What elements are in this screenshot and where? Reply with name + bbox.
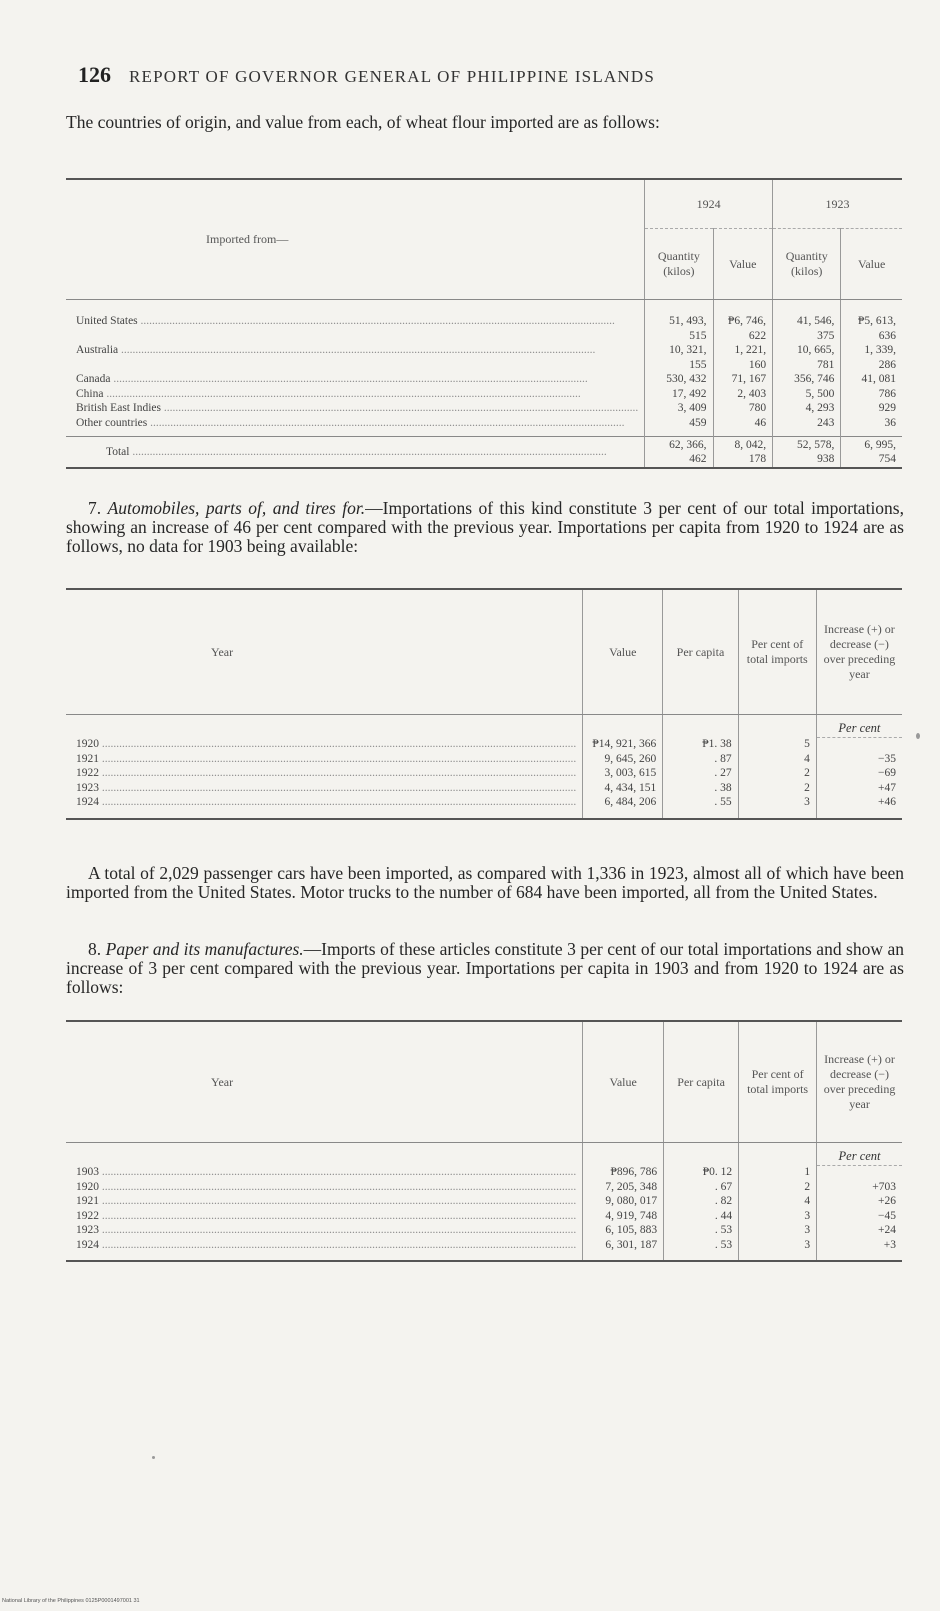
col-imported-from: Imported from—: [66, 179, 645, 300]
table-row: 1924 ..... 6, 301, 187 . 53 3 +3: [66, 1238, 902, 1262]
table-row: 1920 ..... 7, 205, 348 . 67 2 +703: [66, 1180, 902, 1195]
table-row: 1922 ..... 4, 919, 748 . 44 3 −45: [66, 1209, 902, 1224]
section-7-paragraph: [66, 499, 904, 556]
col-year-1924: 1924: [645, 179, 773, 229]
table-row: 1903 ..... ₱896, 786 ₱0. 12 1: [66, 1165, 902, 1180]
col-year-1923: 1923: [773, 179, 902, 229]
table-row: Other countries ..... 459 46 243 36: [66, 416, 902, 437]
table-row-total: Total ..... 62, 366, 462 8, 042, 178 52, 578, 938 6, 995, 754: [66, 437, 902, 469]
page-number: 126: [78, 62, 111, 87]
print-speck: [916, 733, 920, 739]
scan-footer: National Library of the Philippines 0125P0001497001 31: [2, 1598, 140, 1604]
col-increase-decrease: Increase (+) or decrease (−) over preceding year: [817, 1021, 902, 1143]
table-row: 1923 ..... 6, 105, 883 . 53 3 +24: [66, 1223, 902, 1238]
section-7-heading: Automobiles, parts of, and tires for.: [107, 498, 366, 518]
flour-intro: The countries of origin, and value from each, of wheat flour imported are as follows:: [66, 112, 660, 132]
col-increase-decrease: Increase (+) or decrease (−) over preceding year: [816, 589, 902, 715]
col-value-1923: Value: [841, 229, 902, 300]
table-row: 1921 ..... 9, 645, 260 . 87 4 −35: [66, 752, 902, 767]
col-per-cent-of-total: Per cent of total imports: [738, 589, 816, 715]
running-title: REPORT OF GOVERNOR GENERAL OF PHILIPPINE ISLANDS: [129, 67, 656, 86]
col-per-capita: Per capita: [664, 1021, 739, 1143]
section-8-number: 8.: [88, 939, 102, 959]
col-per-cent-of-total: Per cent of total imports: [739, 1021, 817, 1143]
table-row: 1923 ..... 4, 434, 151 . 38 2 +47: [66, 781, 902, 796]
col-year: Year: [66, 1021, 583, 1143]
col-quantity-1923: Quantity (kilos): [773, 229, 841, 300]
table-row: Australia ..... 10, 321, 155 1, 221, 160 10, 665, 781 1, 339, 286: [66, 343, 902, 372]
section-7-text: —Importations of this kind constitute 3 per cent of our total importations, showing an increase of 46 per cent compared with the previous year. Importations per capita from 1920 to 1924 are as follows, no data for 1903 being available:: [66, 498, 904, 556]
section-7-number: 7.: [88, 498, 102, 518]
print-speck: [152, 1456, 155, 1459]
page-header: [78, 62, 655, 88]
table-row: 1920 ..... ₱14, 921, 366 ₱1. 38 5: [66, 737, 902, 752]
passenger-cars-paragraph: A total of 2,029 passenger cars have been imported, as compared with 1,336 in 1923, almost all of which have been imported from the United States. Motor trucks to the number of 684 have been imported, all from the United States.: [66, 863, 904, 902]
col-value-1924: Value: [713, 229, 773, 300]
unit-per-cent: Per cent: [838, 1149, 881, 1163]
table-row: China ..... 17, 492 2, 403 5, 500 786: [66, 387, 902, 402]
col-quantity-1924: Quantity (kilos): [645, 229, 713, 300]
col-year: Year: [66, 589, 583, 715]
col-value: Value: [583, 589, 663, 715]
flour-table: [66, 178, 902, 469]
section-8-text: —Imports of these articles constitute 3 per cent of our total importations and show an increase of 3 per cent compared with the previous year. Importations per capita in 1903 and from 1920 to 1924 are as follows:: [66, 939, 905, 997]
paper-table: [66, 1020, 902, 1262]
col-per-capita: Per capita: [663, 589, 738, 715]
table-row: 1924 ..... 6, 484, 206 . 55 3 +46: [66, 795, 902, 819]
table-row: United States ..... 51, 493, 515 ₱6, 746, 622 41, 546, 375 ₱5, 613, 636: [66, 314, 902, 343]
col-value: Value: [583, 1021, 664, 1143]
table-row: British East Indies ..... 3, 409 780 4, 293 929: [66, 401, 902, 416]
table-row: 1922 ..... 3, 003, 615 . 27 2 −69: [66, 766, 902, 781]
section-8-heading: Paper and its manufactures.: [105, 939, 304, 959]
section-8-paragraph: [66, 940, 904, 997]
table-row: Canada ..... 530, 432 71, 167 356, 746 41, 081: [66, 372, 902, 387]
table-row: 1921 ..... 9, 080, 017 . 82 4 +26: [66, 1194, 902, 1209]
automobiles-table: [66, 588, 902, 820]
unit-per-cent: Per cent: [838, 721, 881, 735]
